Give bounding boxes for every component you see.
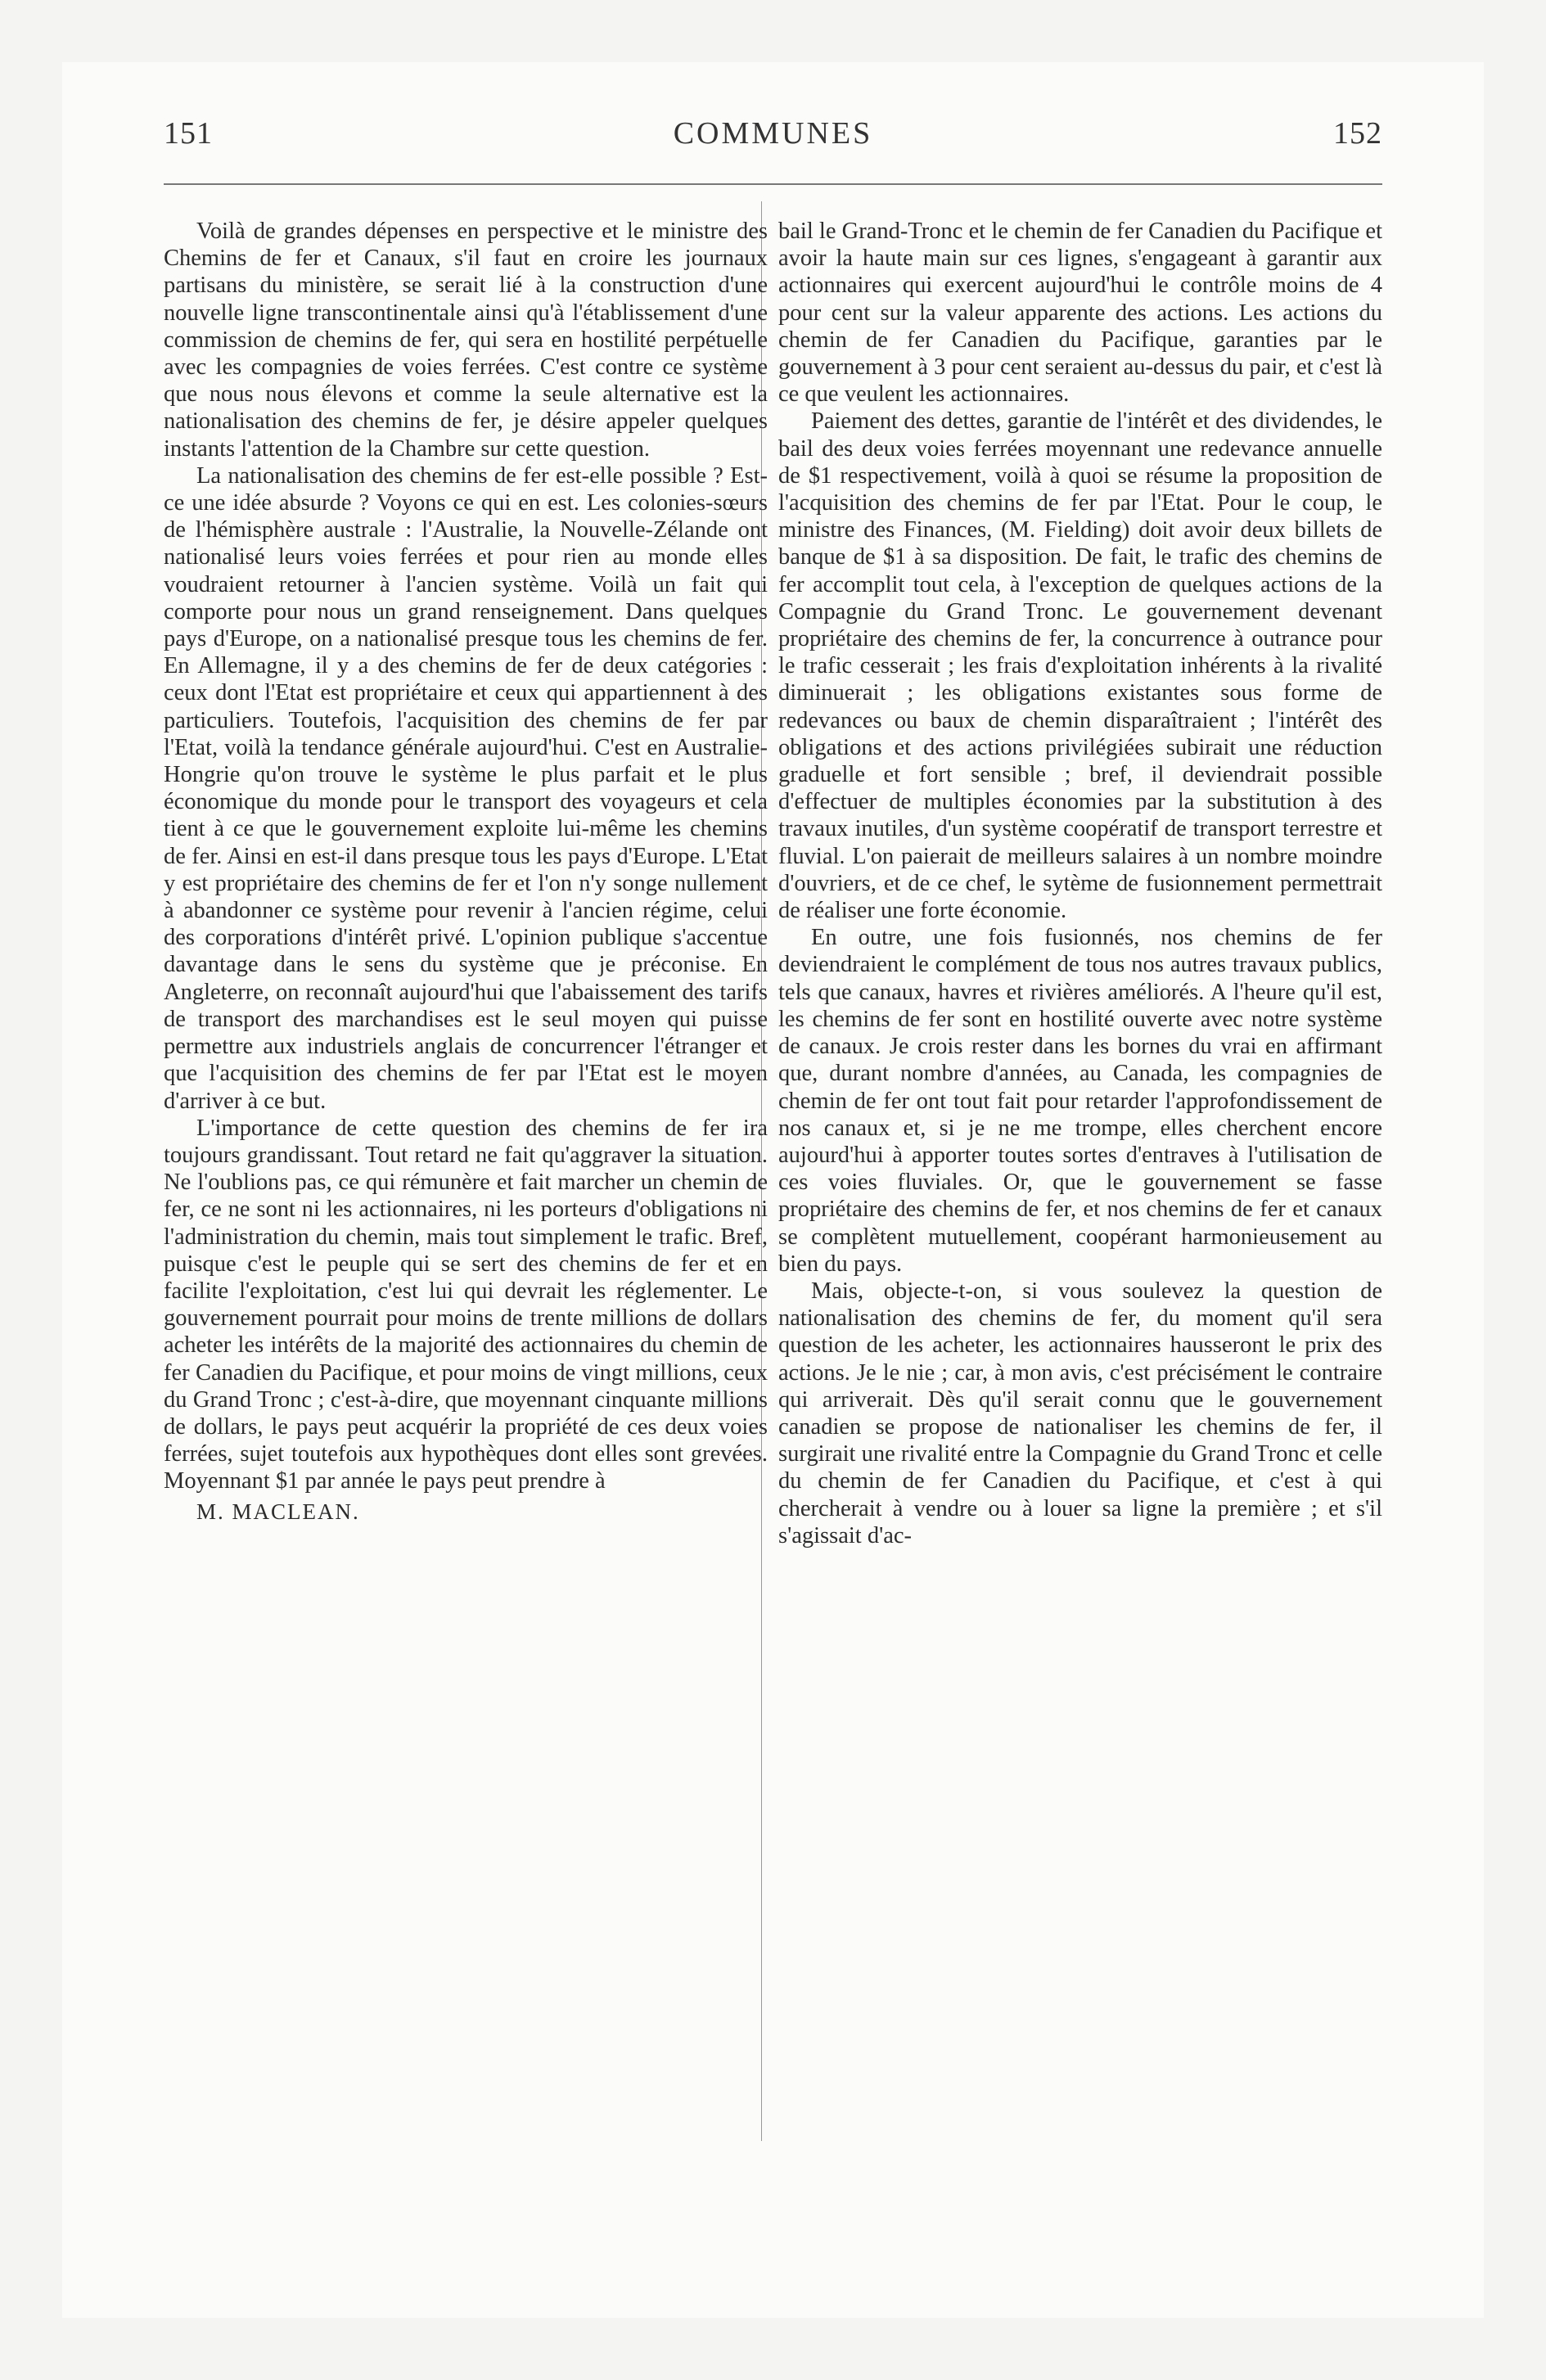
paragraph: En outre, une fois fusionnés, nos chemins de fer deviendraient le complément de tous nos autres travaux publics, tels que canaux, havres et rivières améliorés. A l'heure qu'il est, les chemins de fer sont en hostilité ouverte avec notre système de canaux. Je crois rester dans les bornes du vrai en affirmant que, durant nombre d'années, au Canada, les compagnies de chemin de fer ont tout fait pour retarder l'approfondissement de nos canaux et, si je ne me trompe, elles cherchent encore aujourd'hui à apporter toutes sortes d'entraves à l'utilisation de ces voies fluviales. Or, que le gouvernement se fasse propriétaire des chemins de fer, et nos chemins de fer et canaux se complètent mutuellement, coopérant harmonieusement au bien du pays. [778,925,1382,1277]
left-column [164,218,768,1526]
running-head: COMMUNES [673,116,873,151]
page-header [164,115,1382,165]
paragraph: Paiement des dettes, garantie de l'intérêt et des dividendes, le bail des deux voies ferrées moyennant une redevance annuelle de $1 respectivement, voilà à quoi se résume la proposition de l'acquisition des chemins de fer par l'Etat. Pour le coup, le ministre des Finances, (M. Fielding) doit avoir deux billets de banque de $1 à sa disposition. De fait, le trafic des chemins de fer accomplit tout cela, à l'exception de quelques actions de la Compagnie du Grand Tronc. Le gouvernement devenant propriétaire des chemins de fer, la concurrence à outrance pour le trafic cesserait ; les frais d'exploitation inhérents à la rivalité diminuerait ; les obligations existantes sous forme de redevances ou baux de chemin disparaîtraient ; l'intérêt des obligations et des actions privilégiées subirait une réduction graduelle et fort sensible ; bref, il deviendrait possible d'effectuer de multiples économies par la substitution à des travaux inutiles, d'un système coopératif de transport terrestre et fluvial. L'on paierait de meilleurs salaires à un nombre moindre d'ouvriers, et de ce chef, le sytème de fusionnement permettrait de réaliser une forte économie. [778,408,1382,924]
page-number-right: 152 [1333,116,1382,151]
paragraph: Mais, objecte-t-on, si vous soulevez la question de nationalisation des chemins de fer, du moment qu'il sera question de les acheter, les actionnaires hausseront le prix des actions. Je le nie ; car, à mon avis, c'est précisément le contraire qui arriverait. Dès qu'il serait connu que le gouvernement canadien se propose de nationaliser les chemins de fer, il surgirait une rivalité entre la Compagnie du Grand Tronc et celle du chemin de fer Canadien du Pacifique, et c'est à qui chercherait à vendre ou à louer sa ligne la première ; et s'il s'agissait d'ac- [778,1278,1382,1548]
paragraph: L'importance de cette question des chemins de fer ira toujours grandissant. Tout retard ne fait qu'aggraver la situation. Ne l'oublions pas, ce qui rémunère et fait marcher un chemin de fer, ce ne sont ni les actionnaires, ni les porteurs d'obligations ni l'administration du chemin, mais tout simplement le trafic. Bref, puisque c'est le peuple qui se sert des chemins de fer et en facilite l'exploitation, c'est lui qui devrait les réglementer. Le gouvernement pourrait pour moins de trente millions de dollars acheter les intérêts de la majorité des actionnaires du chemin de fer Canadien du Pacifique, et pour moins de vingt millions, ceux du Grand Tronc ; c'est-à-dire, que moyennant cinquante millions de dollars, le pays peut acquérir la propriété de ces deux voies ferrées, sujet toutefois aux hypothèques dont elles sont grevées. Moyennant $1 par année le pays peut prendre à [164,1115,768,1494]
right-column [778,218,1382,1549]
paragraph: bail le Grand-Tronc et le chemin de fer Canadien du Pacifique et avoir la haute main sur ces lignes, s'engageant à garantir aux actionnaires qui exercent aujourd'hui le contrôle moins de 4 pour cent sur la valeur apparente des actions. Les actions du chemin de fer Canadien du Pacifique, garanties par le gouvernement à 3 pour cent seraient au-dessus du pair, et c'est là ce que veulent les actionnaires. [778,219,1382,408]
header-rule [164,183,1382,185]
paragraph: La nationalisation des chemins de fer est-elle possible ? Est-ce une idée absurde ? Voyons ce qui en est. Les colonies-sœurs de l'hémisphère australe : l'Australie, la Nouvelle-Zélande ont nationalisé leurs voies ferrées et pour rien au monde elles voudraient retourner à l'ancien système. Voilà un fait qui comporte pour nous un grand renseignement. Dans quelques pays d'Europe, on a nationalisé presque tous les chemins de fer. En Allemagne, il y a des chemins de fer de deux catégories : ceux dont l'Etat est propriétaire et ceux qui appartiennent à des particuliers. Toutefois, l'acquisition des chemins de fer par l'Etat, voilà la tendance générale aujourd'hui. C'est en Australie-Hongrie qu'on trouve le système le plus parfait et le plus économique du monde pour le transport des voyageurs et cela tient à ce que le gouvernement exploite lui-même les chemins de fer. Ainsi en est-il dans presque tous les pays d'Europe. L'Etat y est propriétaire des chemins de fer et l'on n'y songe nullement à abandonner ce système pour revenir à l'ancien régime, celui des corporations d'intérêt privé. L'opinion publique s'accentue davantage dans le sens du système que je préconise. En Angleterre, on reconnaît aujourd'hui que l'abaissement des tarifs de transport des marchandises est le seul moyen qui puisse permettre aux industriels anglais de concurrencer l'étranger et que l'acquisition des chemins de fer par l'Etat est le moyen d'arriver à ce but. [164,462,768,1114]
page-number-left: 151 [164,116,213,151]
speaker-signature: M. MACLEAN. [196,1499,360,1524]
page [62,62,1484,2318]
paragraph: Voilà de grandes dépenses en perspective et le ministre des Chemins de fer et Canaux, s'il faut en croire les journaux partisans du ministère, se serait lié à la construction d'une nouvelle ligne transcontinentale ainsi qu'à l'établissement d'une commission de chemins de fer, qui sera en hostilité perpétuelle avec les compagnies de voies ferrées. C'est contre ce système que nous nous élevons et comme la seule alternative est la nationalisation des chemins de fer, je désire appeler quelques instants l'attention de la Chambre sur cette question. [164,219,768,462]
